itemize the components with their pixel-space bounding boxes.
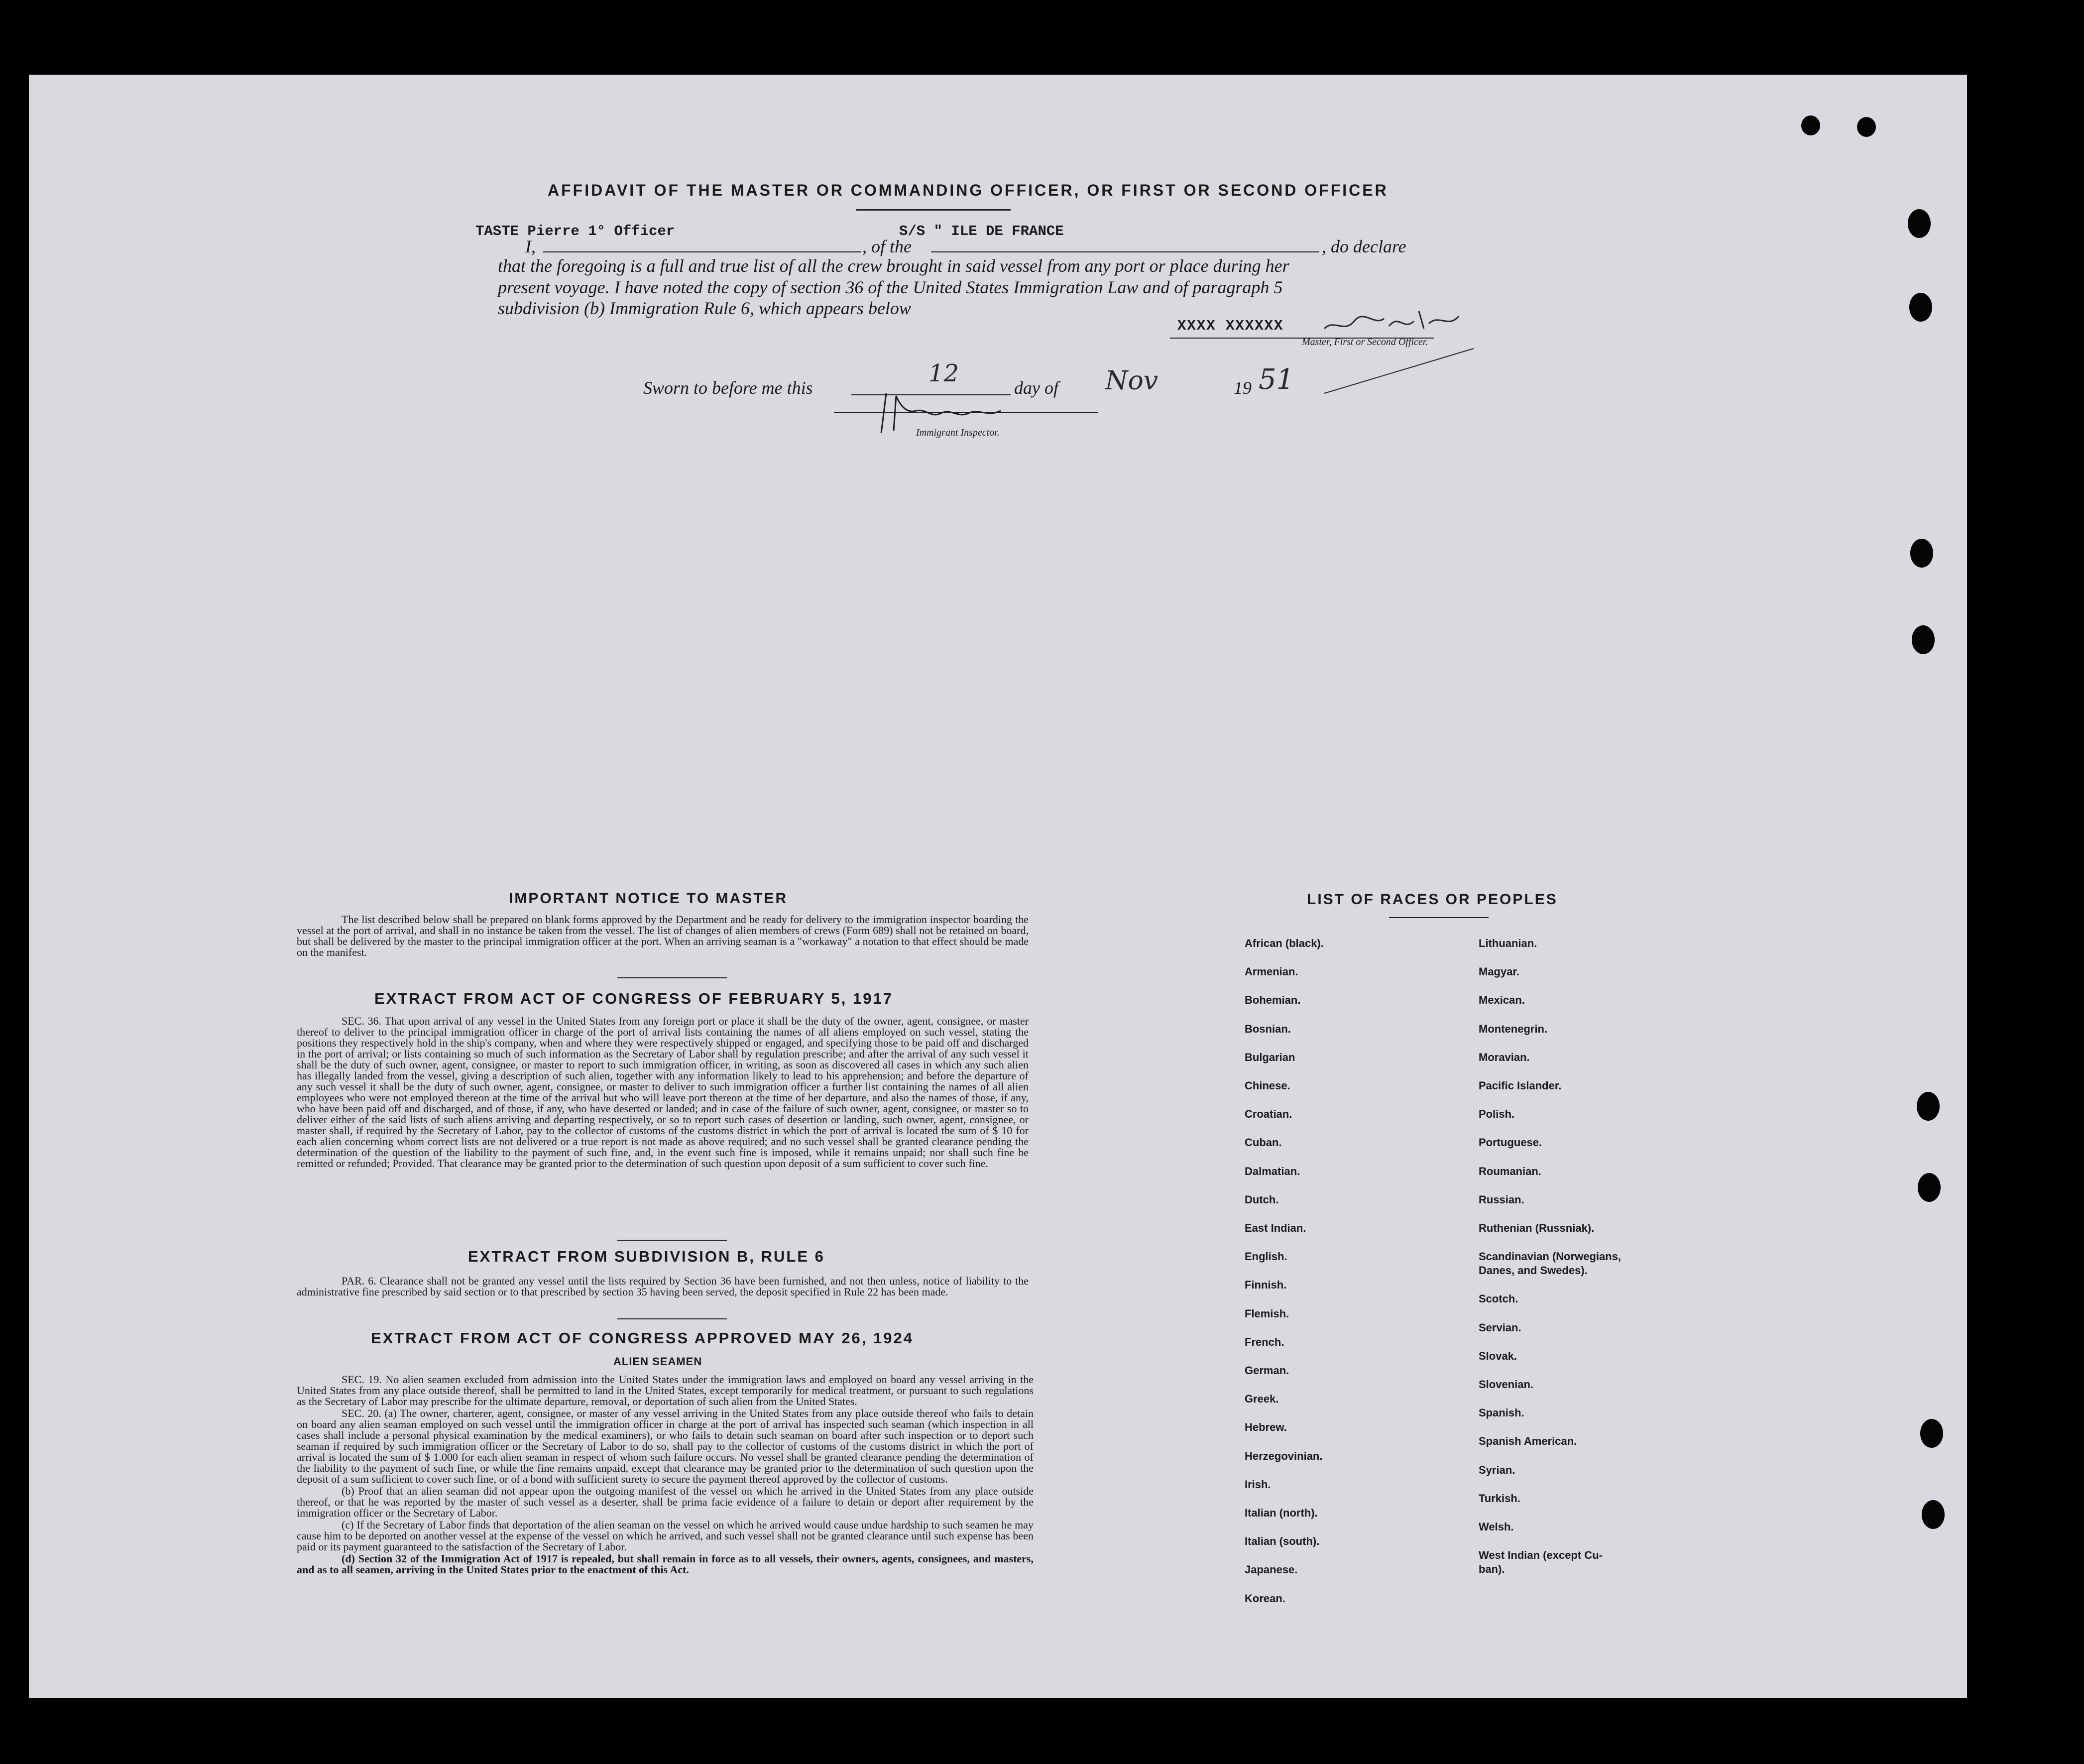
divider [617,1240,727,1241]
race-entry: Magyar. [1479,965,1519,978]
vessel-underline [931,251,1319,252]
extract-1917-paragraph: SEC. 36. That upon arrival of any vessel in the United States from any foreign port or place it shall be the duty of the owner, agent, consignee, or master thereof to deliver to the principal immigration officer in charge of the port of arrival lists containing the names of all aliens employed on such vessel, stating the positions they respectively hold in the ship's company, when and where they were respectively shipped or engaged, and specifying those to be paid off and discharged in the port of arrival; or lists containing so much of such information as the Secretary of Labor shall by regulation prescribe; and after the arrival of any such vessel it shall be the duty of such owner, agent, consignee, or master to report to such immigration officer, in writing, as soon as discovered all cases in which any such alien has illegally landed from the vessel, giving a description of such alien, together with any information likely to lead to his apprehension; and before the departure of any such vessel it shall be the duty of such owner, agent, consignee, or master to deliver to such immigration officer a further list containing the names of all alien employees who were not employed thereon at the time of the arrival but who will leave port thereon at the time of her departure, and also the names of those, if any, who have been paid off and discharged, and of those, if any, who have deserted or landed; and in case of the failure of such owner, agent, consignee, or master so to deliver either of the said lists of such aliens arriving and departing respectively, or so to report such cases of desertion or landing, such owner, agent, consignee, or master shall, if required by the Secretary of Labor, pay to the collector of customs of the customs district in which the port of arrival is located the sum of $ 10 for each alien concerning whom correct lists are not delivered or a true report is not made as above required; and no such vessel shall be granted clearance pending the determination of the question of the liability to the payment of such fine, and, in the event such fine is imposed, while it remains unpaid; nor shall such fine be remitted or refunded; Provided. That clearance may be granted prior to the determination of such question upon deposit of a sum sufficient to cover such fine. [297,1015,1029,1170]
notice-text [297,914,1029,959]
punch-hole [1910,539,1933,568]
alien-seamen-subtitle: ALIEN SEAMEN [613,1355,702,1368]
punch-hole [1917,1092,1940,1121]
master-caption: Master, First or Second Officer. [1302,337,1428,348]
race-entry: Croatian. [1245,1108,1292,1121]
race-entry: Korean. [1245,1592,1285,1605]
race-entry: French. [1245,1335,1284,1348]
race-entry: West Indian (except Cu- [1479,1549,1603,1562]
race-entry: Slovak. [1479,1349,1517,1362]
race-entry: Hebrew. [1245,1421,1287,1434]
punch-hole [1920,1419,1943,1448]
typed-vessel-name: S/S " ILE DE FRANCE [899,223,1064,239]
extract-1924-title: EXTRACT FROM ACT OF CONGRESS APPROVED MAY 26, 1924 [371,1329,914,1347]
race-entry: Russian. [1479,1193,1524,1206]
extract-1924-sec20c: (c) If the Secretary of Labor finds that deportation of the alien seaman on the vessel on which he arrived would cause undue hardship to such seamen he may cause him to be deported on another vessel at the expense of the vessel on which he arrived, and such vessel shall not be granted clearance until such expense has been paid or its payment guaranteed to the satisfaction of the Secretary of Labor. [297,1519,1034,1553]
affidavit-title: AFFIDAVIT OF THE MASTER OR COMMANDING OFFICER, OR FIRST OR SECOND OFFICER [548,181,1389,199]
extract-1924-sec20d: (d) Section 32 of the Immigration Act of 1917 is repealed, but shall remain in force as to all vessels, their owners, agents, consignees, and masters, and as to all seamen, arriving in the United States prior to the enactment of this Act. [297,1552,1034,1576]
race-entry: Lithuanian. [1479,937,1537,949]
race-entry: Servian. [1479,1321,1521,1334]
typed-strikeout: XXXX XXXXXX [1177,318,1284,334]
race-entry: Danes, and Swedes). [1479,1264,1588,1277]
extract-rule6-title: EXTRACT FROM SUBDIVISION B, RULE 6 [468,1248,825,1265]
race-entry: Scotch. [1479,1293,1518,1305]
race-entry: Ruthenian (Russniak). [1479,1222,1595,1234]
race-entry: Dutch. [1245,1193,1279,1206]
punch-hole [1908,209,1931,238]
race-entry: Finnish. [1245,1279,1287,1292]
name-underline [543,251,861,252]
punch-hole [1912,625,1935,654]
race-entry: German. [1245,1364,1289,1377]
notice-title: IMPORTANT NOTICE TO MASTER [509,890,788,907]
races-title: LIST OF RACES OR PEOPLES [1307,891,1558,908]
affidavit-line-4: subdivision (b) Immigration Rule 6, which appears below [498,298,911,318]
race-entry: Scandinavian (Norwegians, [1479,1250,1621,1263]
race-entry: Bosnian. [1245,1022,1291,1035]
notice-paragraph: The list described below shall be prepared on blank forms approved by the Department and be ready for delivery to the immigration inspector boarding the vessel at the port of arrival, and shall in no instance be taken from the vessel. The list of changes of alien members of crews (Form 689) shall not be retained on board, but shall be delivered by the master to the principal immigration officer at the port. When an arriving seaman is a "workaway" a notation to that effect should be made on the manifest. [297,913,1029,958]
race-entry: Montenegrin. [1479,1022,1548,1035]
race-entry: Polish. [1479,1108,1515,1121]
punch-hole [1801,116,1820,135]
race-entry: Welsh. [1479,1521,1514,1533]
race-entry: Italian (south). [1245,1535,1320,1548]
race-entry: Armenian. [1245,965,1298,978]
race-entry: Turkish. [1479,1492,1520,1505]
race-entry: Dalmatian. [1245,1165,1300,1177]
punch-hole [1918,1173,1941,1202]
extract-1917-title: EXTRACT FROM ACT OF CONGRESS OF FEBRUARY 5, 1917 [374,990,893,1007]
race-entry: Chinese. [1245,1079,1290,1092]
race-entry: Italian (north). [1245,1507,1318,1519]
extract-1924-text [297,1374,1034,1576]
punch-hole [1857,117,1876,137]
handwritten-month: Nov [1105,366,1158,396]
race-entry: ban). [1479,1563,1505,1576]
extract-1924-sec20b: (b) Proof that an alien seaman did not appear upon the outgoing manifest of the vessel on which he arrived in the United States from any place outside thereof, or that he was reported by the master of such vessel as a deserter, shall be prima facie evidence of a failure to detain or deport after requirement by the immigration officer or the Secretary of Labor. [297,1485,1034,1519]
extract-rule6-text [297,1276,1029,1298]
affidavit-declare: , do declare [1322,236,1406,256]
punch-hole [1909,293,1932,322]
sworn-text: Sworn to before me this [643,378,813,398]
race-entry: Japanese. [1245,1563,1298,1576]
race-entry: English. [1245,1250,1287,1263]
race-entry: Flemish. [1245,1307,1289,1320]
race-entry: Bohemian. [1245,994,1301,1007]
handwritten-year: 51 [1259,363,1294,396]
affidavit-of-the: , of the [862,236,912,256]
affidavit-i: I, [525,236,536,256]
affidavit-line-2: that the foregoing is a full and true list of all the crew brought in said vessel from any port or place during her [498,256,1289,276]
inspector-signature-line [834,412,1098,413]
diagonal-stroke [1314,339,1484,398]
handwritten-day: 12 [928,359,959,387]
punch-hole [1922,1500,1945,1529]
race-entry: East Indian. [1245,1222,1306,1234]
affidavit-line-3: present voyage. I have noted the copy of section 36 of the United States Immigration Law and of paragraph 5 [498,277,1283,297]
inspector-caption: Immigrant Inspector. [916,427,1000,438]
divider [617,977,727,978]
extract-1917-text [297,1016,1029,1170]
race-entry: Syrian. [1479,1463,1515,1476]
race-entry: Pacific Islander. [1479,1079,1562,1092]
title-underline [856,209,1011,211]
race-entry: Mexican. [1479,994,1525,1007]
year-prefix: 19 [1234,378,1252,398]
race-entry: Herzegovinian. [1245,1449,1323,1462]
race-entry: Spanish American. [1479,1435,1577,1448]
divider [617,1318,727,1319]
typed-officer-name: TASTE Pierre 1° Officer [475,223,675,239]
race-entry: Roumanian. [1479,1165,1541,1177]
race-entry: Bulgarian [1245,1051,1295,1063]
race-entry: Slovenian. [1479,1378,1534,1391]
extract-rule6-paragraph: PAR. 6. Clearance shall not be granted any vessel until the lists required by Section 36 have been furnished, and not then unless, notice of liability to the administrative fine prescribed by said section or to that prescribed by section 35 having been served, the deposit specified in Rule 22 has been made. [297,1275,1029,1298]
race-entry: Irish. [1245,1478,1271,1491]
day-of-text: day of [1014,378,1058,398]
races-underline [1389,917,1489,918]
race-entry: Moravian. [1479,1051,1530,1063]
extract-1924-sec20a: SEC. 20. (a) The owner, charterer, agent, consignee, or master of any vessel arriving in the United States from any place outside thereof who fails to detain on board any alien seaman employed on such vessel until the immigration officer in charge at the port of arrival has inspected such seaman (which inspection in all cases shall include a personal physical examination by the medical examiners), or who fails to detain such seaman on board after such inspection or to deport such seaman if required by such immigration officer or the Secretary of Labor to do so, shall pay to the collector of customs of the customs district in which the port of arrival is located the sum of $ 1.000 for each alien seaman in respect of whom such failure occurs. No vessel shall be granted clearance pending the determination of the liability to the payment of such fine, or while the fine remains unpaid, except that clearance may be granted prior to the determination of such question upon the deposit of a sum sufficient to cover such fine, or of a bond with sufficient surety to secure the payment thereof approved by the collector of customs. [297,1407,1034,1485]
extract-1924-sec19: SEC. 19. No alien seamen excluded from admission into the United States under the immigration laws and employed on board any vessel arriving in the United States from any place outside thereof, shall be permitted to land in the United States, except temporarily for medical treatment, or pursuant to such regulations as the Secretary of Labor may prescribe for the ultimate departure, removal, or deportation of such alien from the United States. [297,1373,1034,1408]
race-entry: Spanish. [1479,1407,1524,1419]
master-signature [1314,299,1464,339]
race-entry: Portuguese. [1479,1136,1542,1149]
race-entry: African (black). [1245,937,1324,949]
race-entry: Cuban. [1245,1136,1282,1149]
race-entry: Greek. [1245,1393,1279,1406]
